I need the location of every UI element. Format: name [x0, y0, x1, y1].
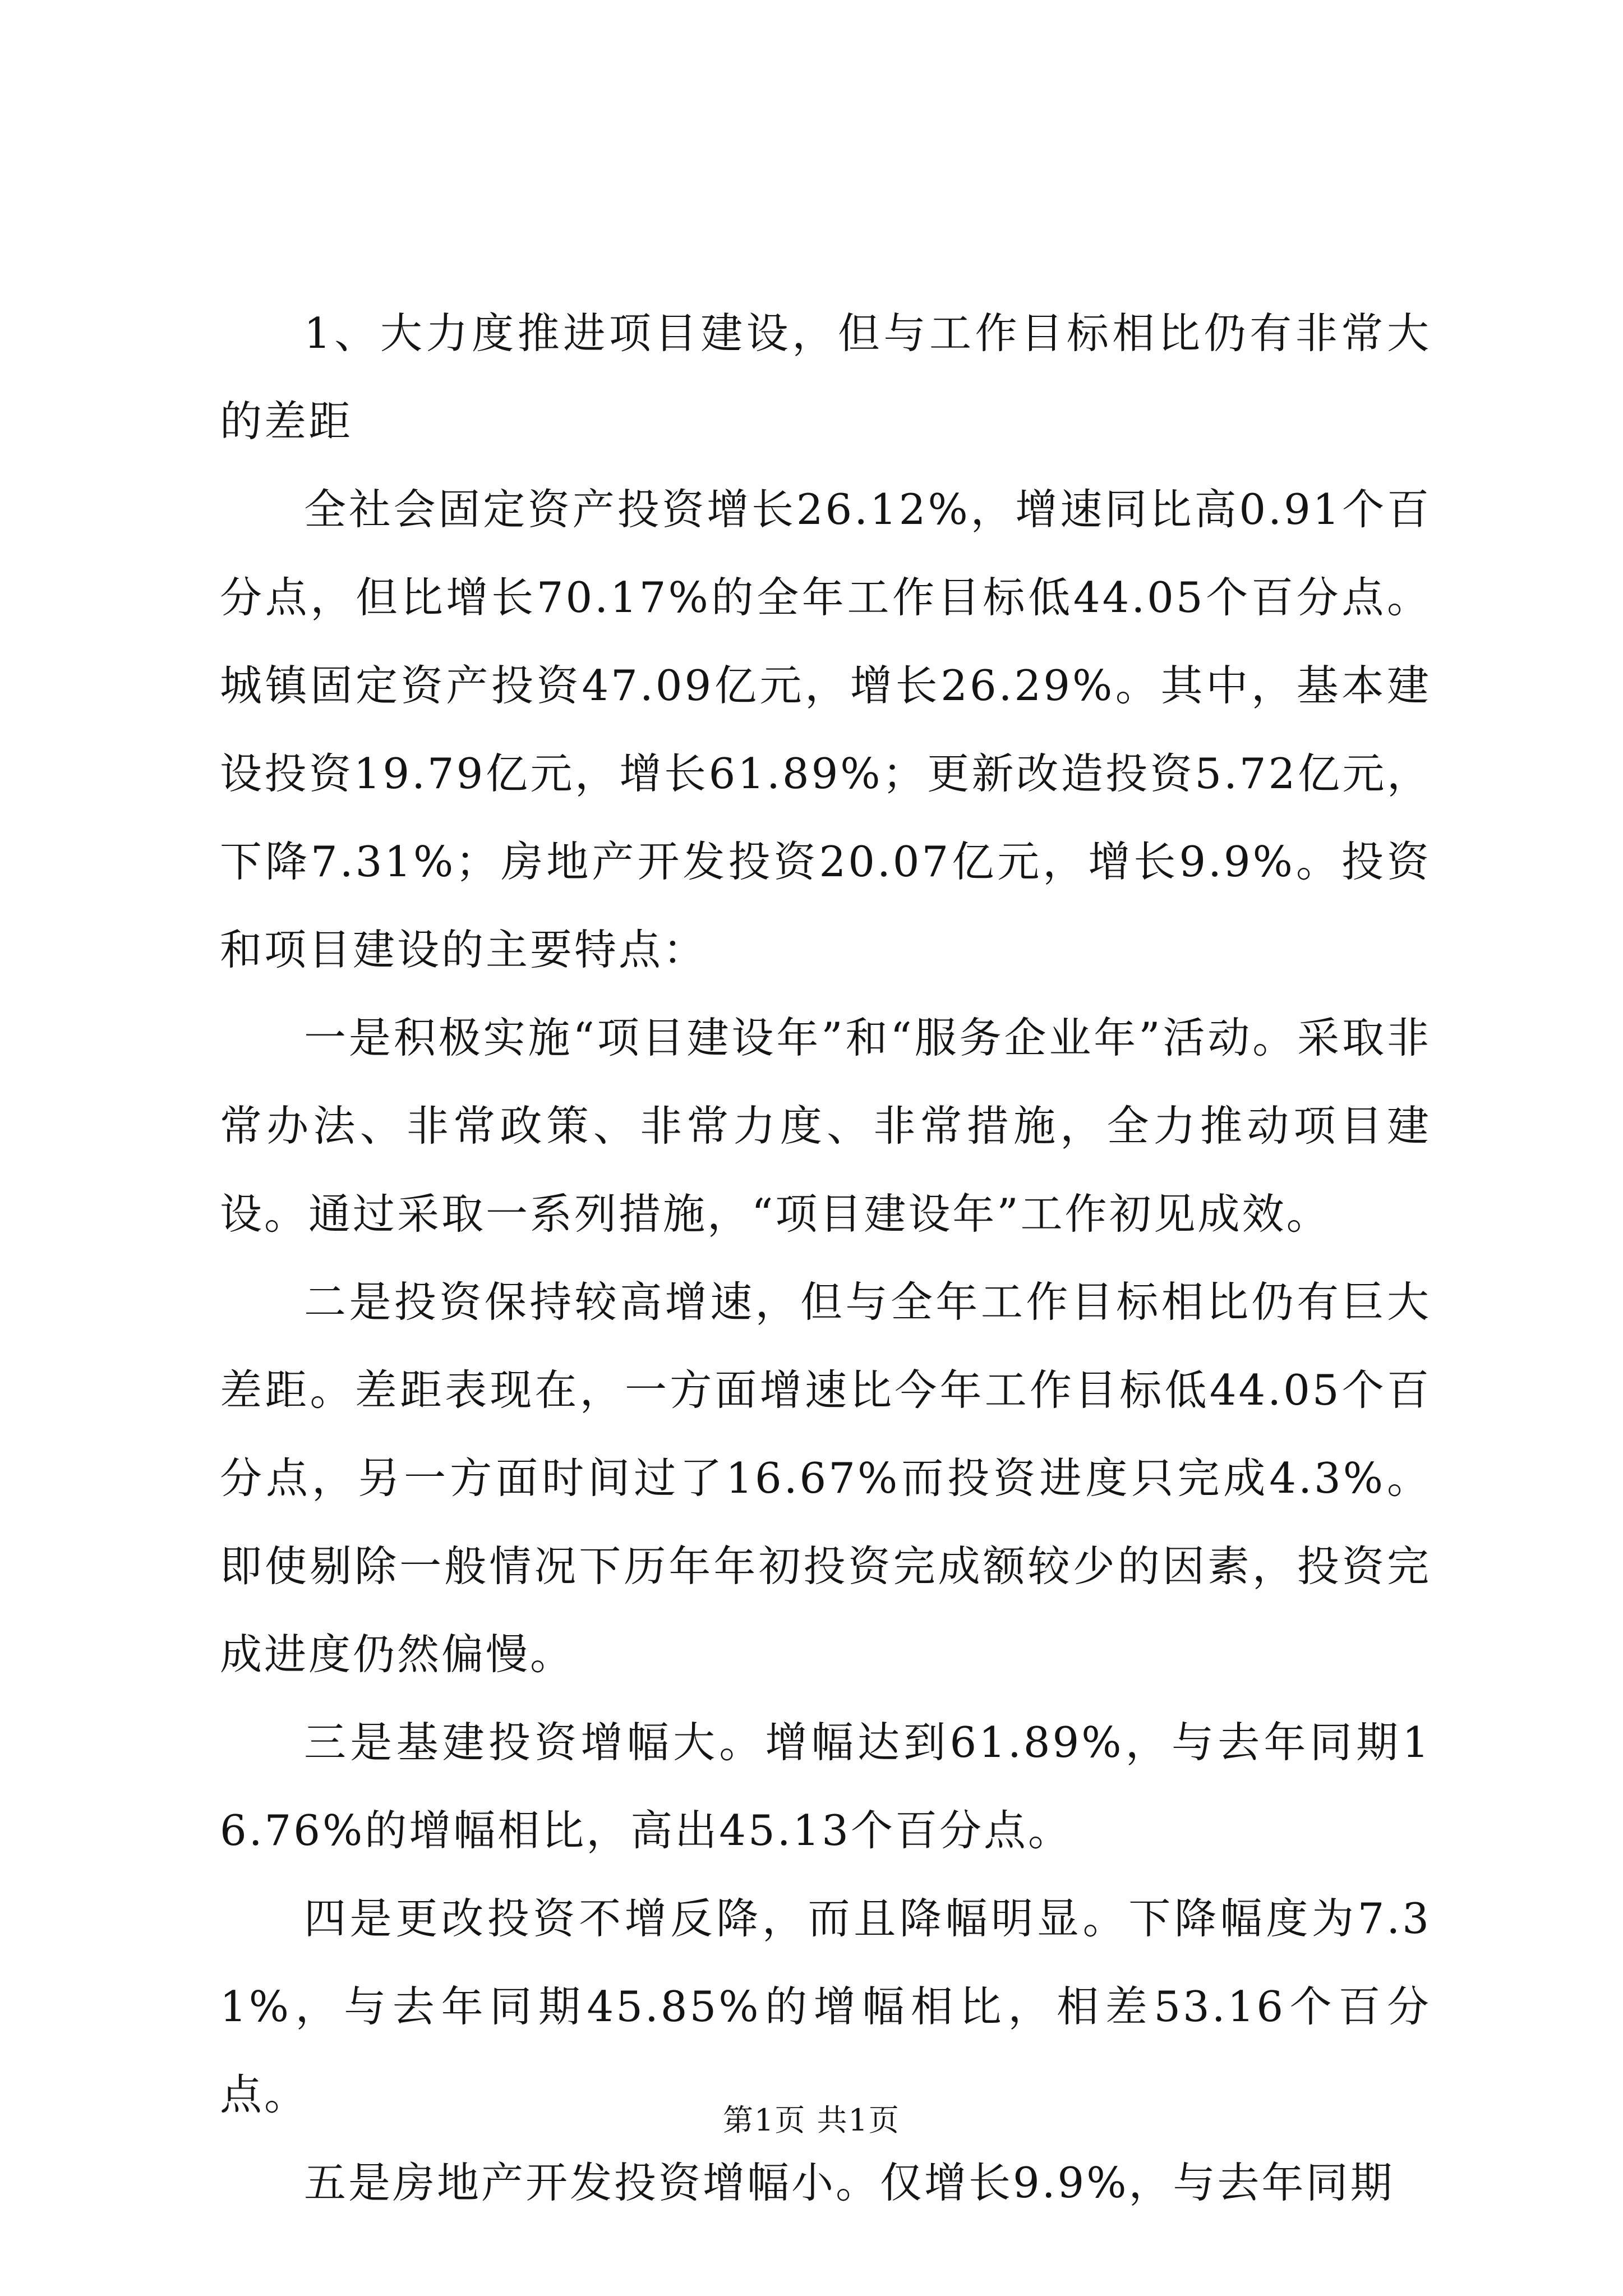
page-footer: 第1页 共1页 [723, 2102, 900, 2138]
paragraph-point-four: 四是更改投资不增反降，而且降幅明显。下降幅度为7.31%，与去年同期45.85%的增幅相比，相差53.16个百分点。 [220, 1894, 1431, 2119]
section-heading: 1、大力度推进项目建设，但与工作目标相比仍有非常大的差距 [220, 309, 1431, 446]
paragraph-point-five: 五是房地产开发投资增幅小。仅增长9.9%，与去年同期 [304, 2158, 1395, 2207]
paragraph-point-one: 一是积极实施“项目建设年”和“服务企业年”活动。采取非常办法、非常政策、非常力度、非常措施，全力推动项目建设。通过采取一系列措施，“项目建设年”工作初见成效。 [220, 1013, 1431, 1239]
paragraph-point-three: 三是基建投资增幅大。增幅达到61.89%，与去年同期16.76%的增幅相比，高出45.13个百分点。 [220, 1718, 1431, 1855]
document-body [220, 289, 1431, 2227]
paragraph-point-two: 二是投资保持较高增速，但与全年工作目标相比仍有巨大差距。差距表现在，一方面增速比今年工作目标低44.05个百分点，另一方面时间过了16.67%而投资进度只完成4.3%。即使剔除一般情况下历年年初投资完成额较少的因素，投资完成进度仍然偏慢。 [220, 1277, 1431, 1679]
paragraph-investment-overview: 全社会固定资产投资增长26.12%，增速同比高0.91个百分点，但比增长70.17%的全年工作目标低44.05个百分点。城镇固定资产投资47.09亿元，增长26.29%。其中，基本建设投资19.79亿元，增长61.89%；更新改造投资5.72亿元，下降7.31%；房地产开发投资20.07亿元，增长9.9%。投资和项目建设的主要特点： [220, 485, 1431, 974]
